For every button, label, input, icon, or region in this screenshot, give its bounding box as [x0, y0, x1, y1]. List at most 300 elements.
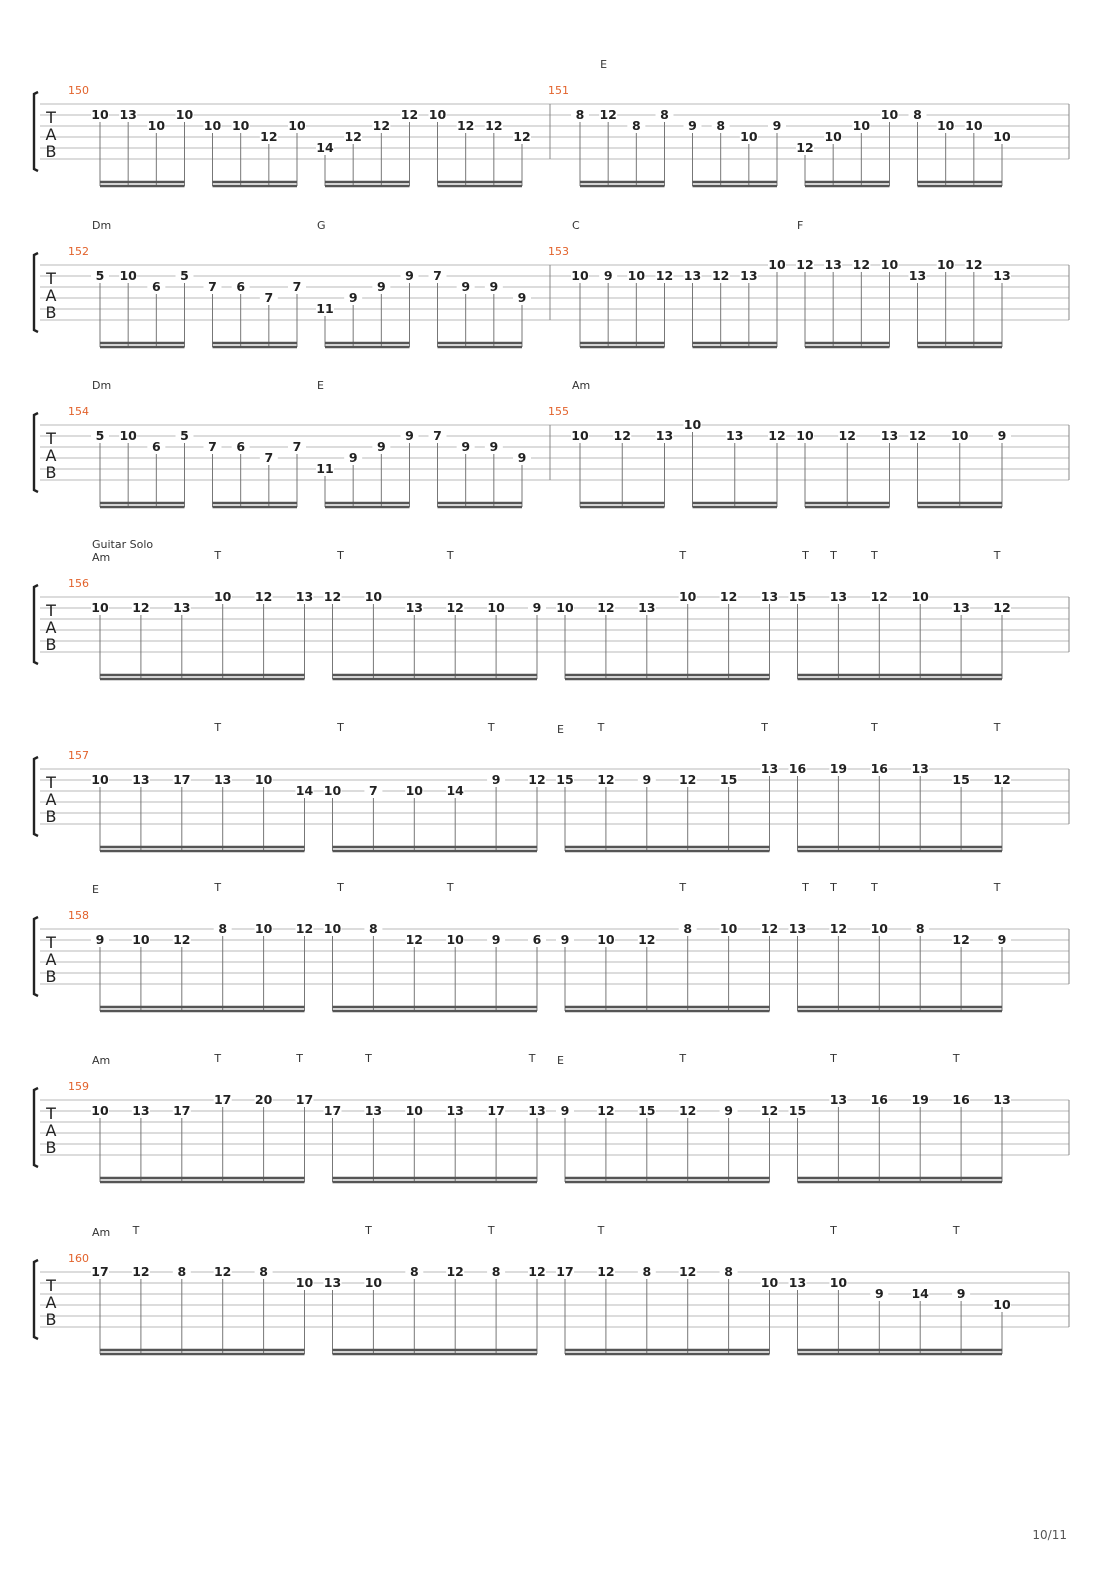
chord-name: Dm [92, 379, 112, 392]
fret-number: 9 [376, 279, 386, 294]
fret-number: 10 [870, 921, 889, 936]
fret-number: 12 [613, 428, 631, 443]
fret-number: 14 [316, 140, 334, 155]
fret-number: 17 [295, 1092, 314, 1107]
tap-marker: T [337, 721, 344, 734]
fret-number: 5 [180, 428, 189, 443]
fret-number: 16 [952, 1092, 970, 1107]
fret-number: 9 [772, 118, 782, 133]
fret-number: 12 [678, 1264, 697, 1279]
chord-name: E [92, 883, 99, 896]
fret-number: 17 [487, 1103, 505, 1118]
fret-number: 10 [719, 921, 738, 936]
fret-number: 6 [151, 279, 161, 294]
fret-number: 10 [364, 1275, 383, 1290]
tap-marker: T [365, 1052, 372, 1065]
fret-number: 8 [177, 1264, 187, 1279]
fret-number: 5 [180, 268, 189, 283]
tap-marker: T [830, 1052, 837, 1065]
fret-number: 10 [936, 257, 955, 272]
fret-number: 13 [119, 107, 137, 122]
fret-number: 13 [993, 1092, 1011, 1107]
tap-marker: T [214, 1052, 222, 1065]
tap-marker: T [679, 549, 687, 562]
fret-number: 12 [405, 932, 424, 947]
chord-name: C [572, 219, 580, 232]
fret-number: 10 [993, 129, 1011, 144]
fret-number: 9 [405, 268, 414, 283]
fret-number: 10 [446, 932, 464, 947]
fret-number: 8 [631, 118, 641, 133]
tap-marker: T [132, 1224, 140, 1237]
tap-marker: T [830, 1224, 837, 1237]
fret-number: 10 [768, 257, 786, 272]
fret-number: 10 [597, 932, 615, 947]
chord-name: E [557, 1054, 564, 1067]
fret-number: 17 [91, 1264, 109, 1279]
fret-number: 12 [528, 1264, 546, 1279]
fret-number: 10 [627, 268, 646, 283]
fret-number: 7 [369, 783, 378, 798]
fret-number: 10 [288, 118, 306, 133]
bar-number: 154 [68, 405, 89, 418]
fret-number: 15 [788, 1103, 807, 1118]
tap-marker: T [871, 721, 878, 734]
fret-number: 7 [208, 439, 217, 454]
fret-number: 12 [678, 772, 697, 787]
fret-number: 12 [597, 772, 615, 787]
fret-number: 5 [95, 268, 105, 283]
tab-clef-letter: T [46, 108, 56, 127]
fret-number: 12 [597, 1103, 615, 1118]
fret-number: 8 [660, 107, 669, 122]
fret-number: 10 [760, 1275, 779, 1290]
bar-number: 159 [68, 1080, 89, 1093]
chord-name: Dm [92, 219, 112, 232]
tap-marker: T [871, 549, 878, 562]
fret-number: 13 [880, 428, 899, 443]
fret-number: 7 [433, 428, 442, 443]
fret-number: 10 [323, 921, 342, 936]
fret-number: 12 [678, 1103, 697, 1118]
fret-number: 13 [911, 761, 929, 776]
bar-number: 151 [548, 84, 569, 97]
fret-number: 8 [716, 118, 726, 133]
fret-number: 17 [213, 1092, 232, 1107]
fret-number: 14 [911, 1286, 929, 1301]
fret-number: 8 [259, 1264, 268, 1279]
fret-number: 8 [915, 921, 925, 936]
fret-number: 13 [132, 772, 150, 787]
fret-number: 12 [796, 140, 814, 155]
fret-number: 9 [376, 439, 386, 454]
fret-number: 13 [824, 257, 842, 272]
fret-number: 12 [870, 589, 889, 604]
fret-number: 15 [719, 772, 738, 787]
fret-number: 13 [655, 428, 674, 443]
fret-number: 12 [597, 600, 615, 615]
tap-marker: T [446, 881, 454, 894]
fret-number: 13 [788, 1275, 807, 1290]
fret-number: 9 [956, 1286, 966, 1301]
fret-number: 10 [91, 600, 109, 615]
fret-number: 12 [597, 1264, 615, 1279]
tab-clef-letter: T [46, 429, 56, 448]
fret-number: 9 [688, 118, 697, 133]
fret-number: 13 [788, 921, 807, 936]
fret-number: 10 [254, 921, 273, 936]
fret-number: 7 [208, 279, 217, 294]
fret-number: 10 [254, 772, 273, 787]
fret-number: 9 [724, 1103, 733, 1118]
fret-number: 9 [461, 279, 471, 294]
fret-number: 10 [428, 107, 447, 122]
fret-number: 13 [405, 600, 424, 615]
tab-clef-letter: A [45, 618, 57, 637]
tab-clef-letter: B [45, 967, 57, 986]
system-bracket [34, 1260, 38, 1339]
fret-number: 12 [295, 921, 314, 936]
system-bracket [34, 92, 38, 171]
fret-number: 9 [348, 290, 358, 305]
tap-marker: T [830, 881, 837, 894]
fret-number: 8 [642, 1264, 652, 1279]
fret-number: 12 [446, 600, 464, 615]
chord-name: F [797, 219, 804, 232]
section-label: Guitar Solo [92, 538, 154, 551]
fret-number: 12 [829, 921, 848, 936]
fret-number: 12 [344, 129, 362, 144]
fret-number: 12 [852, 257, 871, 272]
page-number: 10/11 [1032, 1528, 1067, 1542]
fret-number: 5 [95, 428, 105, 443]
fret-number: 6 [151, 439, 161, 454]
fret-number: 7 [264, 290, 274, 305]
fret-number: 10 [203, 118, 222, 133]
fret-number: 12 [513, 129, 531, 144]
fret-number: 12 [323, 589, 342, 604]
fret-number: 12 [760, 1103, 779, 1118]
bar-number: 158 [68, 909, 89, 922]
fret-number: 8 [218, 921, 228, 936]
fret-number: 9 [532, 600, 542, 615]
fret-number: 6 [532, 932, 542, 947]
fret-number: 12 [485, 118, 503, 133]
fret-number: 10 [678, 589, 697, 604]
fret-number: 12 [132, 1264, 150, 1279]
system-bracket [34, 253, 38, 332]
fret-number: 12 [446, 1264, 464, 1279]
fret-number: 17 [173, 772, 191, 787]
fret-number: 13 [829, 1092, 848, 1107]
fret-number: 12 [993, 772, 1011, 787]
fret-number: 12 [456, 118, 475, 133]
fret-number: 7 [264, 450, 274, 465]
tab-clef-letter: A [45, 286, 57, 305]
tab-clef-letter: B [45, 1310, 57, 1329]
fret-number: 13 [295, 589, 314, 604]
fret-number: 8 [409, 1264, 419, 1279]
fret-number: 13 [213, 772, 232, 787]
fret-number: 13 [952, 600, 970, 615]
fret-number: 9 [491, 932, 501, 947]
fret-number: 12 [638, 932, 656, 947]
tap-marker: T [597, 1224, 605, 1237]
fret-number: 10 [993, 1297, 1011, 1312]
fret-number: 8 [369, 921, 378, 936]
fret-number: 9 [489, 439, 499, 454]
fret-number: 13 [173, 600, 191, 615]
tab-clef-letter: T [46, 1276, 56, 1295]
fret-number: 10 [936, 118, 955, 133]
fret-number: 10 [880, 107, 899, 122]
fret-number: 10 [405, 783, 424, 798]
fret-number: 10 [965, 118, 983, 133]
fret-number: 8 [913, 107, 922, 122]
chord-name: E [600, 58, 608, 71]
fret-number: 7 [292, 439, 302, 454]
fret-number: 16 [870, 1092, 889, 1107]
fret-number: 8 [724, 1264, 733, 1279]
fret-number: 14 [446, 783, 464, 798]
fret-number: 9 [517, 450, 527, 465]
fret-number: 12 [993, 600, 1011, 615]
fret-number: 10 [911, 589, 929, 604]
fret-number: 9 [491, 772, 501, 787]
tab-clef-letter: A [45, 1293, 57, 1312]
chord-name: Am [92, 1054, 111, 1067]
fret-number: 12 [711, 268, 730, 283]
fret-number: 11 [316, 461, 334, 476]
fret-number: 10 [91, 107, 109, 122]
bar-number: 150 [68, 84, 89, 97]
tap-marker: T [679, 1052, 687, 1065]
tab-clef-letter: B [45, 463, 57, 482]
fret-number: 15 [638, 1103, 656, 1118]
tab-clef-letter: A [45, 950, 57, 969]
fret-number: 10 [295, 1275, 314, 1290]
tab-clef-letter: A [45, 790, 57, 809]
tab-clef-letter: B [45, 807, 57, 826]
fret-number: 10 [683, 417, 702, 432]
chord-name: E [557, 723, 564, 736]
fret-number: 10 [119, 428, 137, 443]
bar-number: 153 [548, 245, 569, 258]
fret-number: 8 [575, 107, 585, 122]
bar-number: 157 [68, 749, 89, 762]
fret-number: 9 [997, 932, 1007, 947]
system-bracket [34, 585, 38, 664]
fret-number: 10 [829, 1275, 848, 1290]
fret-number: 12 [908, 428, 927, 443]
tap-marker: T [214, 549, 222, 562]
tap-marker: T [952, 1224, 960, 1237]
fret-number: 6 [236, 279, 246, 294]
fret-number: 17 [173, 1103, 191, 1118]
tab-clef-letter: T [46, 773, 56, 792]
tap-marker: T [871, 881, 878, 894]
tap-marker: T [296, 1052, 303, 1065]
fret-number: 9 [642, 772, 652, 787]
fret-number: 10 [556, 600, 574, 615]
fret-number: 10 [132, 932, 150, 947]
tab-clef-letter: T [46, 269, 56, 288]
bar-number: 156 [68, 577, 89, 590]
tap-marker: T [993, 881, 1001, 894]
tab-clef-letter: A [45, 446, 57, 465]
fret-number: 9 [405, 428, 414, 443]
fret-number: 10 [231, 118, 250, 133]
fret-number: 7 [292, 279, 302, 294]
fret-number: 10 [175, 107, 194, 122]
system-bracket [34, 757, 38, 836]
fret-number: 13 [323, 1275, 342, 1290]
fret-number: 9 [517, 290, 527, 305]
fret-number: 16 [788, 761, 807, 776]
fret-number: 13 [683, 268, 702, 283]
fret-number: 10 [796, 428, 814, 443]
fret-number: 9 [560, 932, 570, 947]
fret-number: 10 [119, 268, 137, 283]
tap-marker: T [214, 721, 222, 734]
tap-marker: T [528, 1052, 536, 1065]
bar-number: 155 [548, 405, 569, 418]
fret-number: 12 [599, 107, 617, 122]
tap-marker: T [365, 1224, 372, 1237]
fret-number: 13 [760, 589, 779, 604]
fret-number: 9 [348, 450, 358, 465]
fret-number: 7 [433, 268, 442, 283]
fret-number: 10 [824, 129, 842, 144]
fret-number: 13 [908, 268, 927, 283]
system-bracket [34, 413, 38, 492]
fret-number: 10 [91, 1103, 109, 1118]
fret-number: 10 [91, 772, 109, 787]
fret-number: 20 [254, 1092, 273, 1107]
system-bracket [34, 1088, 38, 1167]
tap-marker: T [214, 881, 222, 894]
fret-number: 17 [556, 1264, 574, 1279]
fret-number: 12 [173, 932, 191, 947]
tap-marker: T [761, 721, 768, 734]
fret-number: 12 [796, 257, 814, 272]
tap-marker: T [446, 549, 454, 562]
fret-number: 12 [952, 932, 970, 947]
chord-name: G [317, 219, 326, 232]
fret-number: 13 [132, 1103, 150, 1118]
fret-number: 19 [829, 761, 848, 776]
fret-number: 12 [260, 129, 278, 144]
tap-marker: T [487, 721, 495, 734]
fret-number: 12 [213, 1264, 232, 1279]
fret-number: 11 [316, 301, 334, 316]
fret-number: 13 [446, 1103, 464, 1118]
fret-number: 6 [236, 439, 246, 454]
fret-number: 13 [760, 761, 779, 776]
chord-name: E [317, 379, 324, 392]
fret-number: 10 [323, 783, 342, 798]
chord-name: Am [572, 379, 591, 392]
fret-number: 10 [951, 428, 969, 443]
fret-number: 10 [852, 118, 871, 133]
fret-number: 10 [571, 428, 589, 443]
tap-marker: T [952, 1052, 960, 1065]
fret-number: 12 [528, 772, 546, 787]
fret-number: 12 [838, 428, 856, 443]
tab-clef-letter: A [45, 1121, 57, 1140]
fret-number: 10 [147, 118, 166, 133]
fret-number: 13 [528, 1103, 546, 1118]
fret-number: 9 [874, 1286, 884, 1301]
fret-number: 12 [719, 589, 738, 604]
fret-number: 12 [372, 118, 391, 133]
fret-number: 13 [726, 428, 744, 443]
fret-number: 8 [491, 1264, 501, 1279]
fret-number: 9 [461, 439, 471, 454]
tab-clef-letter: B [45, 635, 57, 654]
tab-clef-letter: T [46, 1104, 56, 1123]
bar-number: 152 [68, 245, 89, 258]
fret-number: 12 [132, 600, 150, 615]
tap-marker: T [830, 549, 837, 562]
fret-number: 9 [560, 1103, 570, 1118]
tab-clef-letter: A [45, 125, 57, 144]
fret-number: 9 [95, 932, 105, 947]
fret-number: 9 [997, 428, 1007, 443]
fret-number: 10 [571, 268, 589, 283]
fret-number: 10 [405, 1103, 424, 1118]
tap-marker: T [993, 721, 1001, 734]
fret-number: 10 [213, 589, 232, 604]
fret-number: 17 [323, 1103, 342, 1118]
tap-marker: T [679, 881, 687, 894]
fret-number: 15 [788, 589, 807, 604]
tap-marker: T [337, 549, 344, 562]
fret-number: 14 [295, 783, 314, 798]
fret-number: 13 [993, 268, 1011, 283]
fret-number: 10 [880, 257, 899, 272]
fret-number: 15 [556, 772, 574, 787]
fret-number: 12 [768, 428, 786, 443]
bar-number: 160 [68, 1252, 89, 1265]
fret-number: 13 [364, 1103, 383, 1118]
chord-name: Am [92, 1226, 111, 1239]
tab-clef-letter: B [45, 1138, 57, 1157]
tap-marker: T [802, 549, 809, 562]
fret-number: 12 [760, 921, 779, 936]
fret-number: 19 [911, 1092, 929, 1107]
fret-number: 16 [870, 761, 889, 776]
fret-number: 12 [655, 268, 674, 283]
fret-number: 10 [364, 589, 383, 604]
fret-number: 13 [740, 268, 758, 283]
fret-number: 10 [740, 129, 758, 144]
tab-clef-letter: B [45, 142, 57, 161]
fret-number: 8 [683, 921, 693, 936]
fret-number: 13 [638, 600, 656, 615]
tab-clef-letter: T [46, 933, 56, 952]
fret-number: 15 [952, 772, 970, 787]
fret-number: 10 [487, 600, 505, 615]
tap-marker: T [597, 721, 605, 734]
system-bracket [34, 917, 38, 996]
tap-marker: T [487, 1224, 495, 1237]
fret-number: 12 [254, 589, 273, 604]
tap-marker: T [337, 881, 344, 894]
fret-number: 12 [965, 257, 983, 272]
fret-number: 9 [489, 279, 499, 294]
tap-marker: T [993, 549, 1001, 562]
